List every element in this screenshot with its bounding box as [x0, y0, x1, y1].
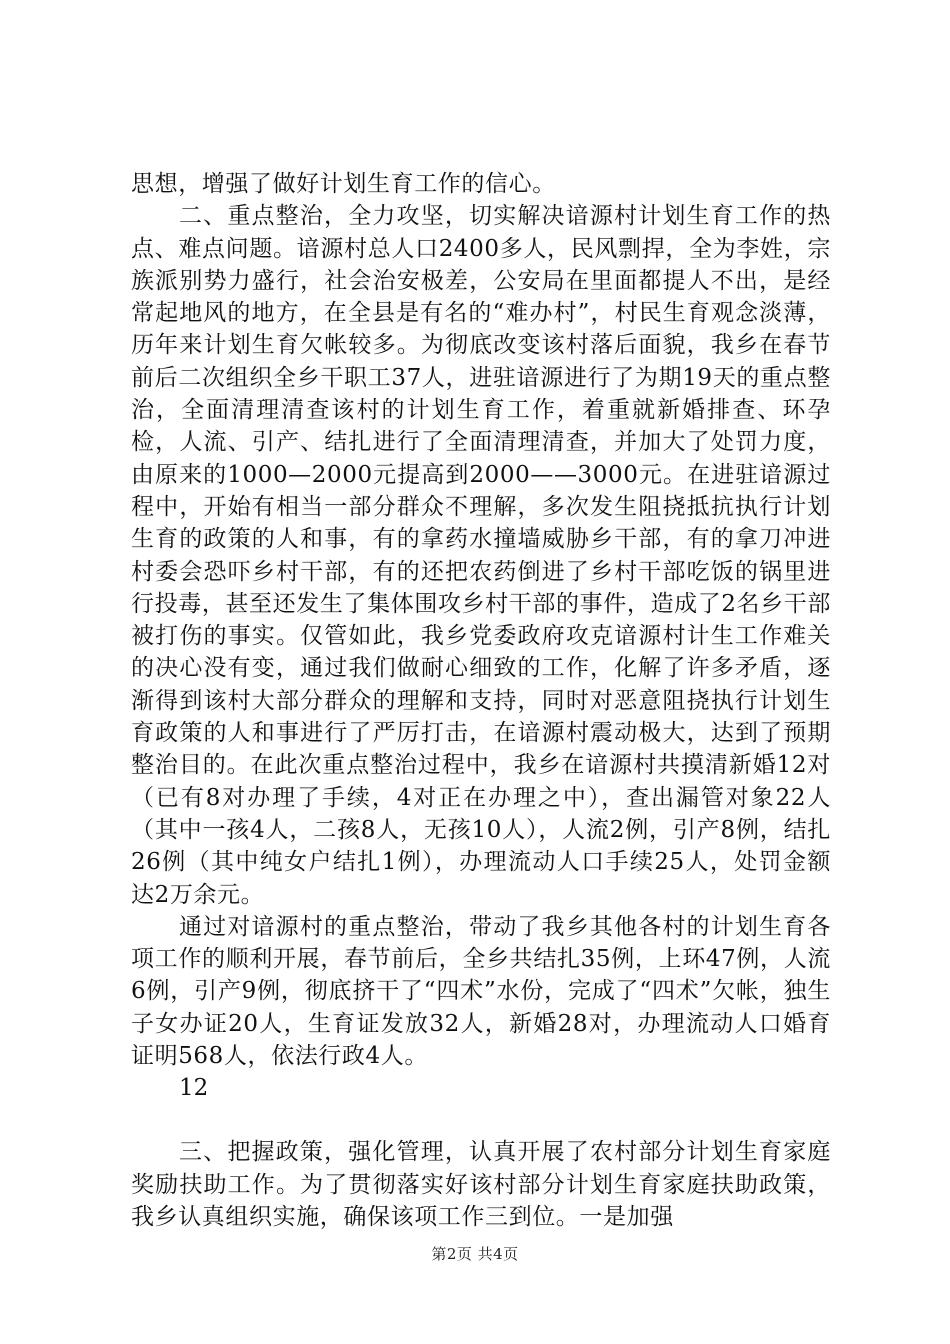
paragraph-section-two: 二、重点整治，全力攻坚，切实解决谙源村计划生育工作的热点、难点问题。谙源村总人口2400多人，民风剽捍，全为李姓，宗族派别势力盛行，社会治安极差，公安局在里面都提人不出，是经常起地风的地方，在全县是有名的“难办村”，村民生育观念淡薄，历年来计划生育欠帐较多。为彻底改变该村落后面貌，我乡在春节前后二次组织全乡干职工37人，进驻谙源进行了为期19天的重点整治，全面清理清查该村的计划生育工作，着重就新婚排查、环孕检，人流、引产、结扎进行了全面清理清查，并加大了处罚力度，由原来的1000—2000元提高到2000——3000元。在进驻谙源过程中，开始有相当一部分群众不理解，多次发生阻挠抵抗执行计划生育的政策的人和事，有的拿药水撞墙威胁乡干部，有的拿刀冲进村委会恐吓乡村干部，有的还把农药倒进了乡村干部吃饭的锅里进行投毒，甚至还发生了集体围攻乡村干部的事件，造成了2名乡干部被打伤的事实。仅管如此，我乡党委政府攻克谙源村计生工作难关的决心没有变，通过我们做耐心细致的工作，化解了许多矛盾，逐渐得到该村大部分群众的理解和支持，同时对恶意阻挠执行计划生育政策的人和事进行了严厉打击，在谙源村震动极大，达到了预期整治目的。在此次重点整治过程中，我乡在谙源村共摸清新婚12对（已有8对办理了手续，4对正在办理之中），查出漏管对象22人（其中一孩4人，二孩8人，无孩10人），人流2例，引产8例，结扎26例（其中纯女户结扎1例），办理流动人口手续25人，处罚金额达2万余元。	[131, 203, 831, 908]
paragraph-section-three: 三、把握政策，强化管理，认真开展了农村部分计划生育家庭奖励扶助工作。为了贯彻落实好该村部分计划生育家庭扶助政策，我乡认真组织实施，确保该项工作三到位。一是加强	[131, 1139, 831, 1230]
paragraph-continuation: 思想，增强了做好计划生育工作的信心。	[131, 171, 556, 197]
inline-page-number: 12	[179, 1075, 209, 1102]
page-footer: 第2页 共4页	[431, 1245, 519, 1263]
document-body	[131, 168, 831, 1233]
paragraph-results: 通过对谙源村的重点整治，带动了我乡其他各村的计划生育各项工作的顺利开展，春节前后，全乡共结扎35例，上环47例，人流6例，引产9例，彻底挤干了“四术”水份，完成了“四术”欠帐，独生子女办证20人，生育证发放32人，新婚28对，办理流动人口婚育证明568人，依法行政4人。	[131, 913, 831, 1070]
